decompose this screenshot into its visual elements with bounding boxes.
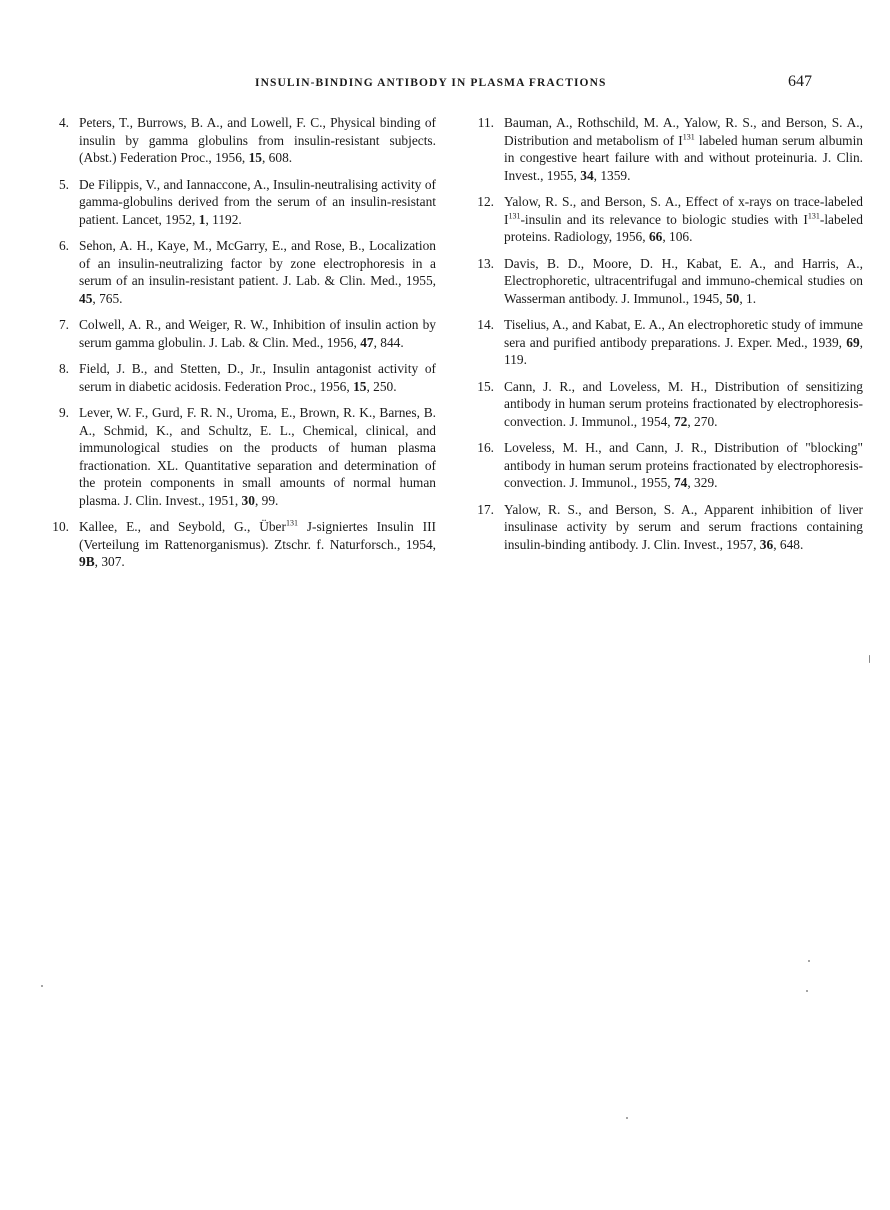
reference-text-part: Tiselius, A., and Kabat, E. A., An electrophoretic study of immune sera and purified antibody preparations. J. Exper. Med., 1939, — [504, 317, 863, 350]
reference-number: 12. — [477, 194, 494, 209]
reference-text — [79, 360, 436, 395]
reference-text-part: , 1. — [739, 290, 757, 306]
reference-text-part: Peters, T., Burrows, B. A., and Lowell, F. C., Physical binding of insulin by gamma globulins from insulin-resistant subjects. (Abst.) Federation Proc., 1956, — [79, 115, 436, 165]
volume-number: 47 — [360, 334, 374, 350]
reference-number: 16. — [477, 440, 494, 455]
reference-number: 15. — [477, 378, 494, 394]
reference-text — [79, 316, 436, 351]
reference-text-part: Loveless, M. H., and Cann, J. R., Distribution of "blocking" antibody in human serum proteins fractionated by electrophoresis-convection. J. Immunol., 1955, — [504, 440, 863, 490]
reference-text — [79, 404, 436, 509]
scan-speck — [41, 985, 43, 987]
reference-text-part: -labeled proteins. Radiology, 1956, — [504, 211, 863, 244]
reference-text — [79, 518, 436, 571]
reference-number: 13. — [477, 255, 494, 271]
reference-text-part: J-signiertes Insulin III (Verteilung im Rattenorganismus). Ztschr. f. Naturforsch., 1954, — [79, 519, 436, 552]
reference-text-part: , 844. — [373, 334, 404, 350]
isotope-superscript: 131 — [508, 211, 521, 221]
reference-text-part: , 250. — [366, 378, 397, 394]
reference-text-part: Colwell, A. R., and Weiger, R. W., Inhibition of insulin action by serum gamma globulin. J. Lab. & Clin. Med., 1956, — [79, 317, 436, 350]
reference-text-part: Kallee, E., and Seybold, G., Über — [79, 519, 286, 534]
reference-text-part: Davis, B. D., Moore, D. H., Kabat, E. A., and Harris, A., Electrophoretic, ultracentrifugal and immuno-chemical studies on Wasserman antibody. J. Immunol., 1945, — [504, 255, 863, 306]
reference-number: 8. — [58, 361, 69, 376]
reference-text-part: , 99. — [254, 492, 279, 508]
reference-text — [79, 237, 436, 307]
reference-text-part: labeled human serum albumin in congestive heart failure with and without proteinuria. J. Clin. Invest., 1955, — [504, 132, 863, 183]
isotope-superscript: 131 — [807, 211, 820, 221]
scan-speck — [806, 990, 808, 992]
volume-number: 9B — [79, 554, 95, 569]
reference-entry — [28, 176, 436, 229]
reference-text — [504, 255, 863, 308]
reference-entry — [453, 378, 863, 431]
reference-number: 6. — [58, 238, 69, 253]
reference-text-part: Field, J. B., and Stetten, D., Jr., Insulin antagonist activity of serum in diabetic acidosis. Federation Proc., 1956, — [79, 361, 436, 394]
reference-text-part: , 329. — [687, 475, 718, 490]
volume-number: 30 — [241, 492, 255, 508]
reference-entry — [28, 316, 436, 351]
reference-text — [504, 378, 863, 431]
reference-number: 4. — [58, 115, 69, 130]
references-left-column — [28, 114, 436, 580]
reference-text — [79, 114, 436, 167]
scan-speck — [808, 960, 810, 962]
reference-entry — [453, 501, 863, 554]
reference-text-part: , 765. — [92, 290, 123, 306]
reference-number: 10. — [52, 519, 69, 534]
reference-entry — [28, 518, 436, 571]
volume-number: 45 — [79, 290, 93, 306]
reference-text — [504, 439, 863, 492]
reference-text-part: Yalow, R. S., and Berson, S. A., Apparent inhibition of liver insulinase activity by serum and serum fractions containing insulin-binding antibody. J. Clin. Invest., 1957, — [504, 501, 863, 552]
volume-number: 34 — [580, 167, 594, 183]
reference-entry — [28, 114, 436, 167]
scan-speck — [869, 655, 870, 663]
reference-entry — [28, 404, 436, 509]
running-title: INSULIN-BINDING ANTIBODY IN PLASMA FRACTIONS — [255, 77, 607, 89]
volume-number: 15 — [353, 378, 367, 394]
reference-text-part: Sehon, A. H., Kaye, M., McGarry, E., and Rose, B., Localization of an insulin-neutralizing factor by zone electrophoresis in a serum of an insulin-resistant patient. J. Lab. & Clin. Med., 1955, — [79, 238, 436, 288]
volume-number: 69 — [846, 334, 860, 350]
reference-entry — [453, 439, 863, 492]
volume-number: 72 — [673, 413, 688, 429]
reference-entry — [453, 255, 863, 308]
reference-text-part: , 307. — [94, 554, 125, 569]
reference-text-part: Cann, J. R., and Loveless, M. H., Distribution of sensitizing antibody in human serum proteins fractionated by electrophoresis-convection. J. Immunol., 1954, — [504, 378, 863, 429]
reference-text-part: De Filippis, V., and Iannaccone, A., Insulin-neutralising activity of gamma-globulins derived from the serum of an insulin-resistant patient. Lancet, 1952, — [79, 176, 436, 227]
reference-text-part: Yalow, R. S., and Berson, S. A., Effect of x-rays on trace-labeled I — [504, 194, 863, 227]
volume-number: 1 — [198, 211, 206, 227]
reference-text-part: Bauman, A., Rothschild, M. A., Yalow, R. S., and Berson, S. A., Distribution and metabolism of I — [504, 115, 863, 148]
reference-entry — [453, 114, 863, 184]
reference-text — [79, 176, 436, 229]
reference-text-part: -insulin and its relevance to biologic studies with I — [520, 211, 808, 227]
reference-number: 7. — [58, 317, 69, 332]
volume-number: 50 — [725, 290, 740, 306]
volume-number: 36 — [759, 536, 774, 552]
volume-number: 15 — [248, 150, 262, 165]
reference-text-part: , 1192. — [205, 211, 242, 227]
isotope-superscript: 131 — [285, 518, 298, 528]
reference-text-part: , 1359. — [593, 167, 631, 183]
reference-text-part: , 119. — [504, 334, 863, 367]
reference-number: 5. — [58, 176, 69, 192]
reference-text-part: , 648. — [773, 536, 804, 552]
volume-number: 66 — [648, 229, 663, 244]
reference-text — [504, 501, 863, 554]
reference-entry — [453, 316, 863, 369]
page-number: 647 — [788, 73, 812, 90]
references-right-column — [453, 114, 863, 562]
reference-entry — [453, 193, 863, 246]
reference-text-part: Lever, W. F., Gurd, F. R. N., Uroma, E., Brown, R. K., Barnes, B. A., Schmid, K., and Schultz, E. L., Chemical, clinical, and immunological studies on the products of human plasma fractionation. XL. Quantitative separation and determination of the protein components in small amounts of normal human plasma. J. Clin. Invest., 1951, — [79, 405, 436, 508]
reference-entry — [28, 237, 436, 307]
volume-number: 74 — [673, 475, 688, 490]
reference-text — [504, 114, 863, 184]
scan-speck — [626, 1117, 628, 1119]
reference-number: 17. — [477, 501, 494, 517]
reference-number: 14. — [477, 317, 494, 332]
reference-entry — [28, 360, 436, 395]
reference-text-part: , 106. — [662, 229, 693, 244]
reference-number: 11. — [477, 115, 494, 130]
reference-text — [504, 316, 863, 369]
reference-text-part: , 270. — [687, 413, 718, 429]
reference-text-part: , 608. — [261, 150, 293, 165]
isotope-superscript: 131 — [682, 132, 695, 142]
reference-text — [504, 193, 863, 246]
reference-number: 9. — [58, 405, 69, 420]
